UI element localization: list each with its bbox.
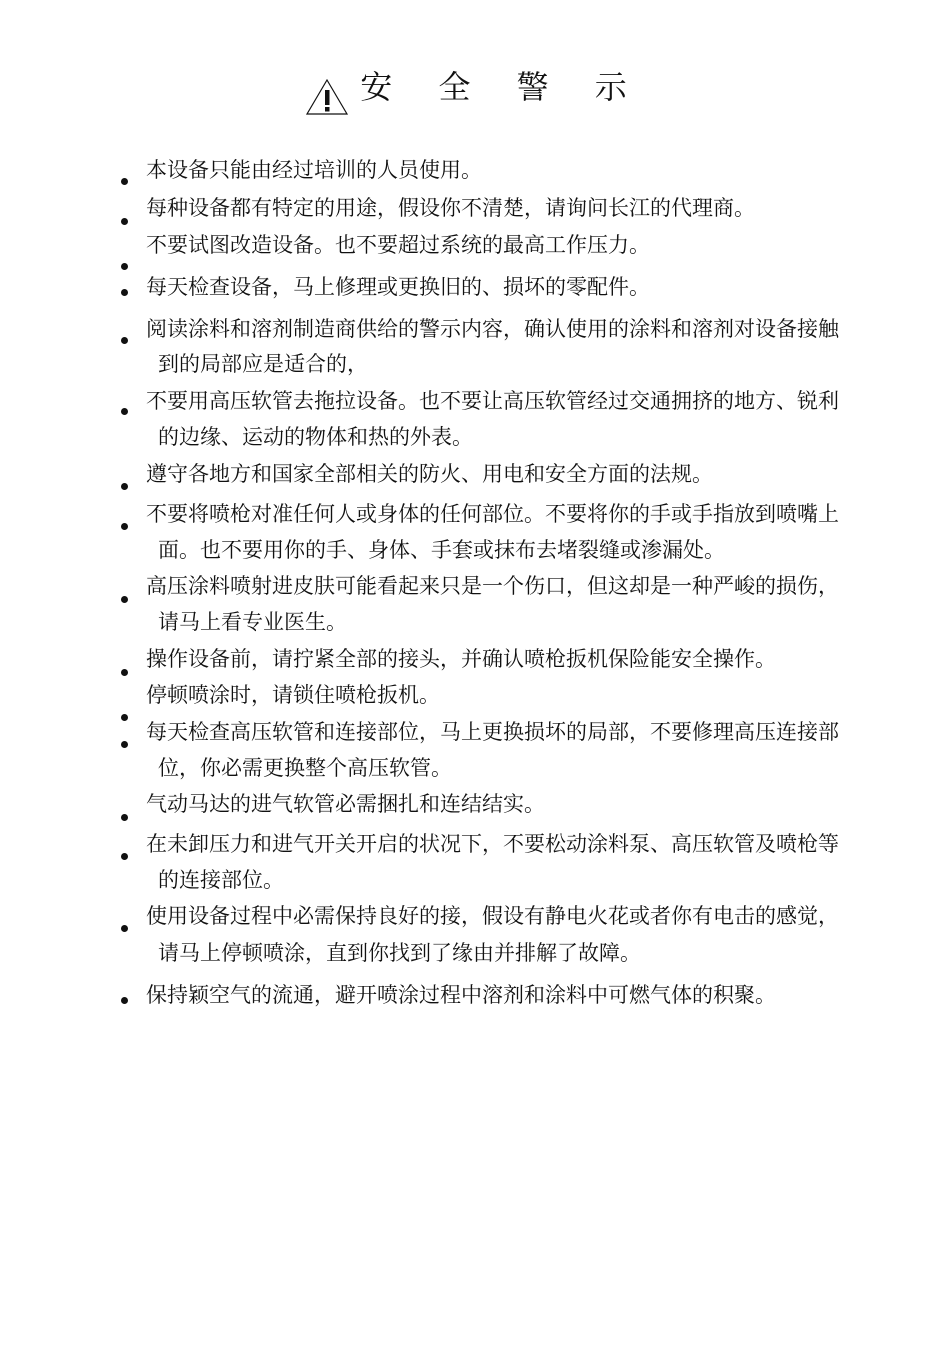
list-item-continuation: 请马上看专业医生。 — [158, 610, 347, 634]
bullet-icon — [121, 337, 128, 344]
list-item: 不要将喷枪对准任何人或身体的任何部位。不要将你的手或手指放到喷嘴上 — [146, 502, 839, 526]
bullet-icon — [121, 925, 128, 932]
list-item: 使用设备过程中必需保持良好的接，假设有静电火花或者你有电击的感觉， — [146, 904, 839, 928]
bullet-icon — [121, 408, 128, 415]
bullet-icon — [121, 814, 128, 821]
bullet-icon — [121, 669, 128, 676]
bullet-icon — [121, 178, 128, 185]
list-item-continuation: 面。也不要用你的手、身体、手套或抹布去堵裂缝或渗漏处。 — [158, 538, 725, 562]
bullet-icon — [121, 596, 128, 603]
list-item-continuation: 到的局部应是适合的， — [158, 352, 368, 376]
bullet-icon — [121, 714, 128, 721]
bullet-icon — [121, 483, 128, 490]
list-item: 阅读涂料和溶剂制造商供给的警示内容，确认使用的涂料和溶剂对设备接触 — [146, 317, 839, 341]
bullet-icon — [121, 263, 128, 270]
bullet-icon — [121, 853, 128, 860]
list-item: 操作设备前，请拧紧全部的接头，并确认喷枪扳机保险能安全操作。 — [146, 647, 776, 671]
title-text: 安 全 警 示 — [360, 68, 645, 106]
bullet-icon — [121, 997, 128, 1004]
list-item: 在未卸压力和进气开关开启的状况下，不要松动涂料泵、高压软管及喷枪等 — [146, 832, 839, 856]
bullet-icon — [121, 523, 128, 530]
bullet-icon — [121, 741, 128, 748]
list-item: 高压涂料喷射进皮肤可能看起来只是一个伤口，但这却是一种严峻的损伤， — [146, 574, 839, 598]
list-item: 遵守各地方和国家全部相关的防火、用电和安全方面的法规。 — [146, 462, 713, 486]
bullet-icon — [121, 218, 128, 225]
list-item-continuation: 请马上停顿喷涂，直到你找到了缘由并排解了故障。 — [158, 941, 641, 965]
list-item-continuation: 的边缘、运动的物体和热的外表。 — [158, 425, 473, 449]
list-item: 本设备只能由经过培训的人员使用。 — [146, 158, 482, 182]
list-item-continuation: 位，你必需更换整个高压软管。 — [158, 756, 452, 780]
list-item-continuation: 的连接部位。 — [158, 868, 284, 892]
list-item: 每天检查设备，马上修理或更换旧的、损坏的零配件。 — [146, 275, 650, 299]
list-item: 不要用高压软管去拖拉设备。也不要让高压软管经过交通拥挤的地方、锐利 — [146, 389, 839, 413]
list-item: 不要试图改造设备。也不要超过系统的最高工作压力。 — [146, 233, 650, 257]
list-item: 每种设备都有特定的用途，假设你不清楚，请询问长江的代理商。 — [146, 196, 755, 220]
list-item: 保持颖空气的流通，避开喷涂过程中溶剂和涂料中可燃气体的积聚。 — [146, 983, 776, 1007]
list-item: 停顿喷涂时，请锁住喷枪扳机。 — [146, 683, 440, 707]
bullet-icon — [121, 289, 128, 296]
list-item: 气动马达的进气软管必需捆扎和连结结实。 — [146, 792, 545, 816]
list-item: 每天检查高压软管和连接部位，马上更换损坏的局部，不要修理高压连接部 — [146, 720, 839, 744]
